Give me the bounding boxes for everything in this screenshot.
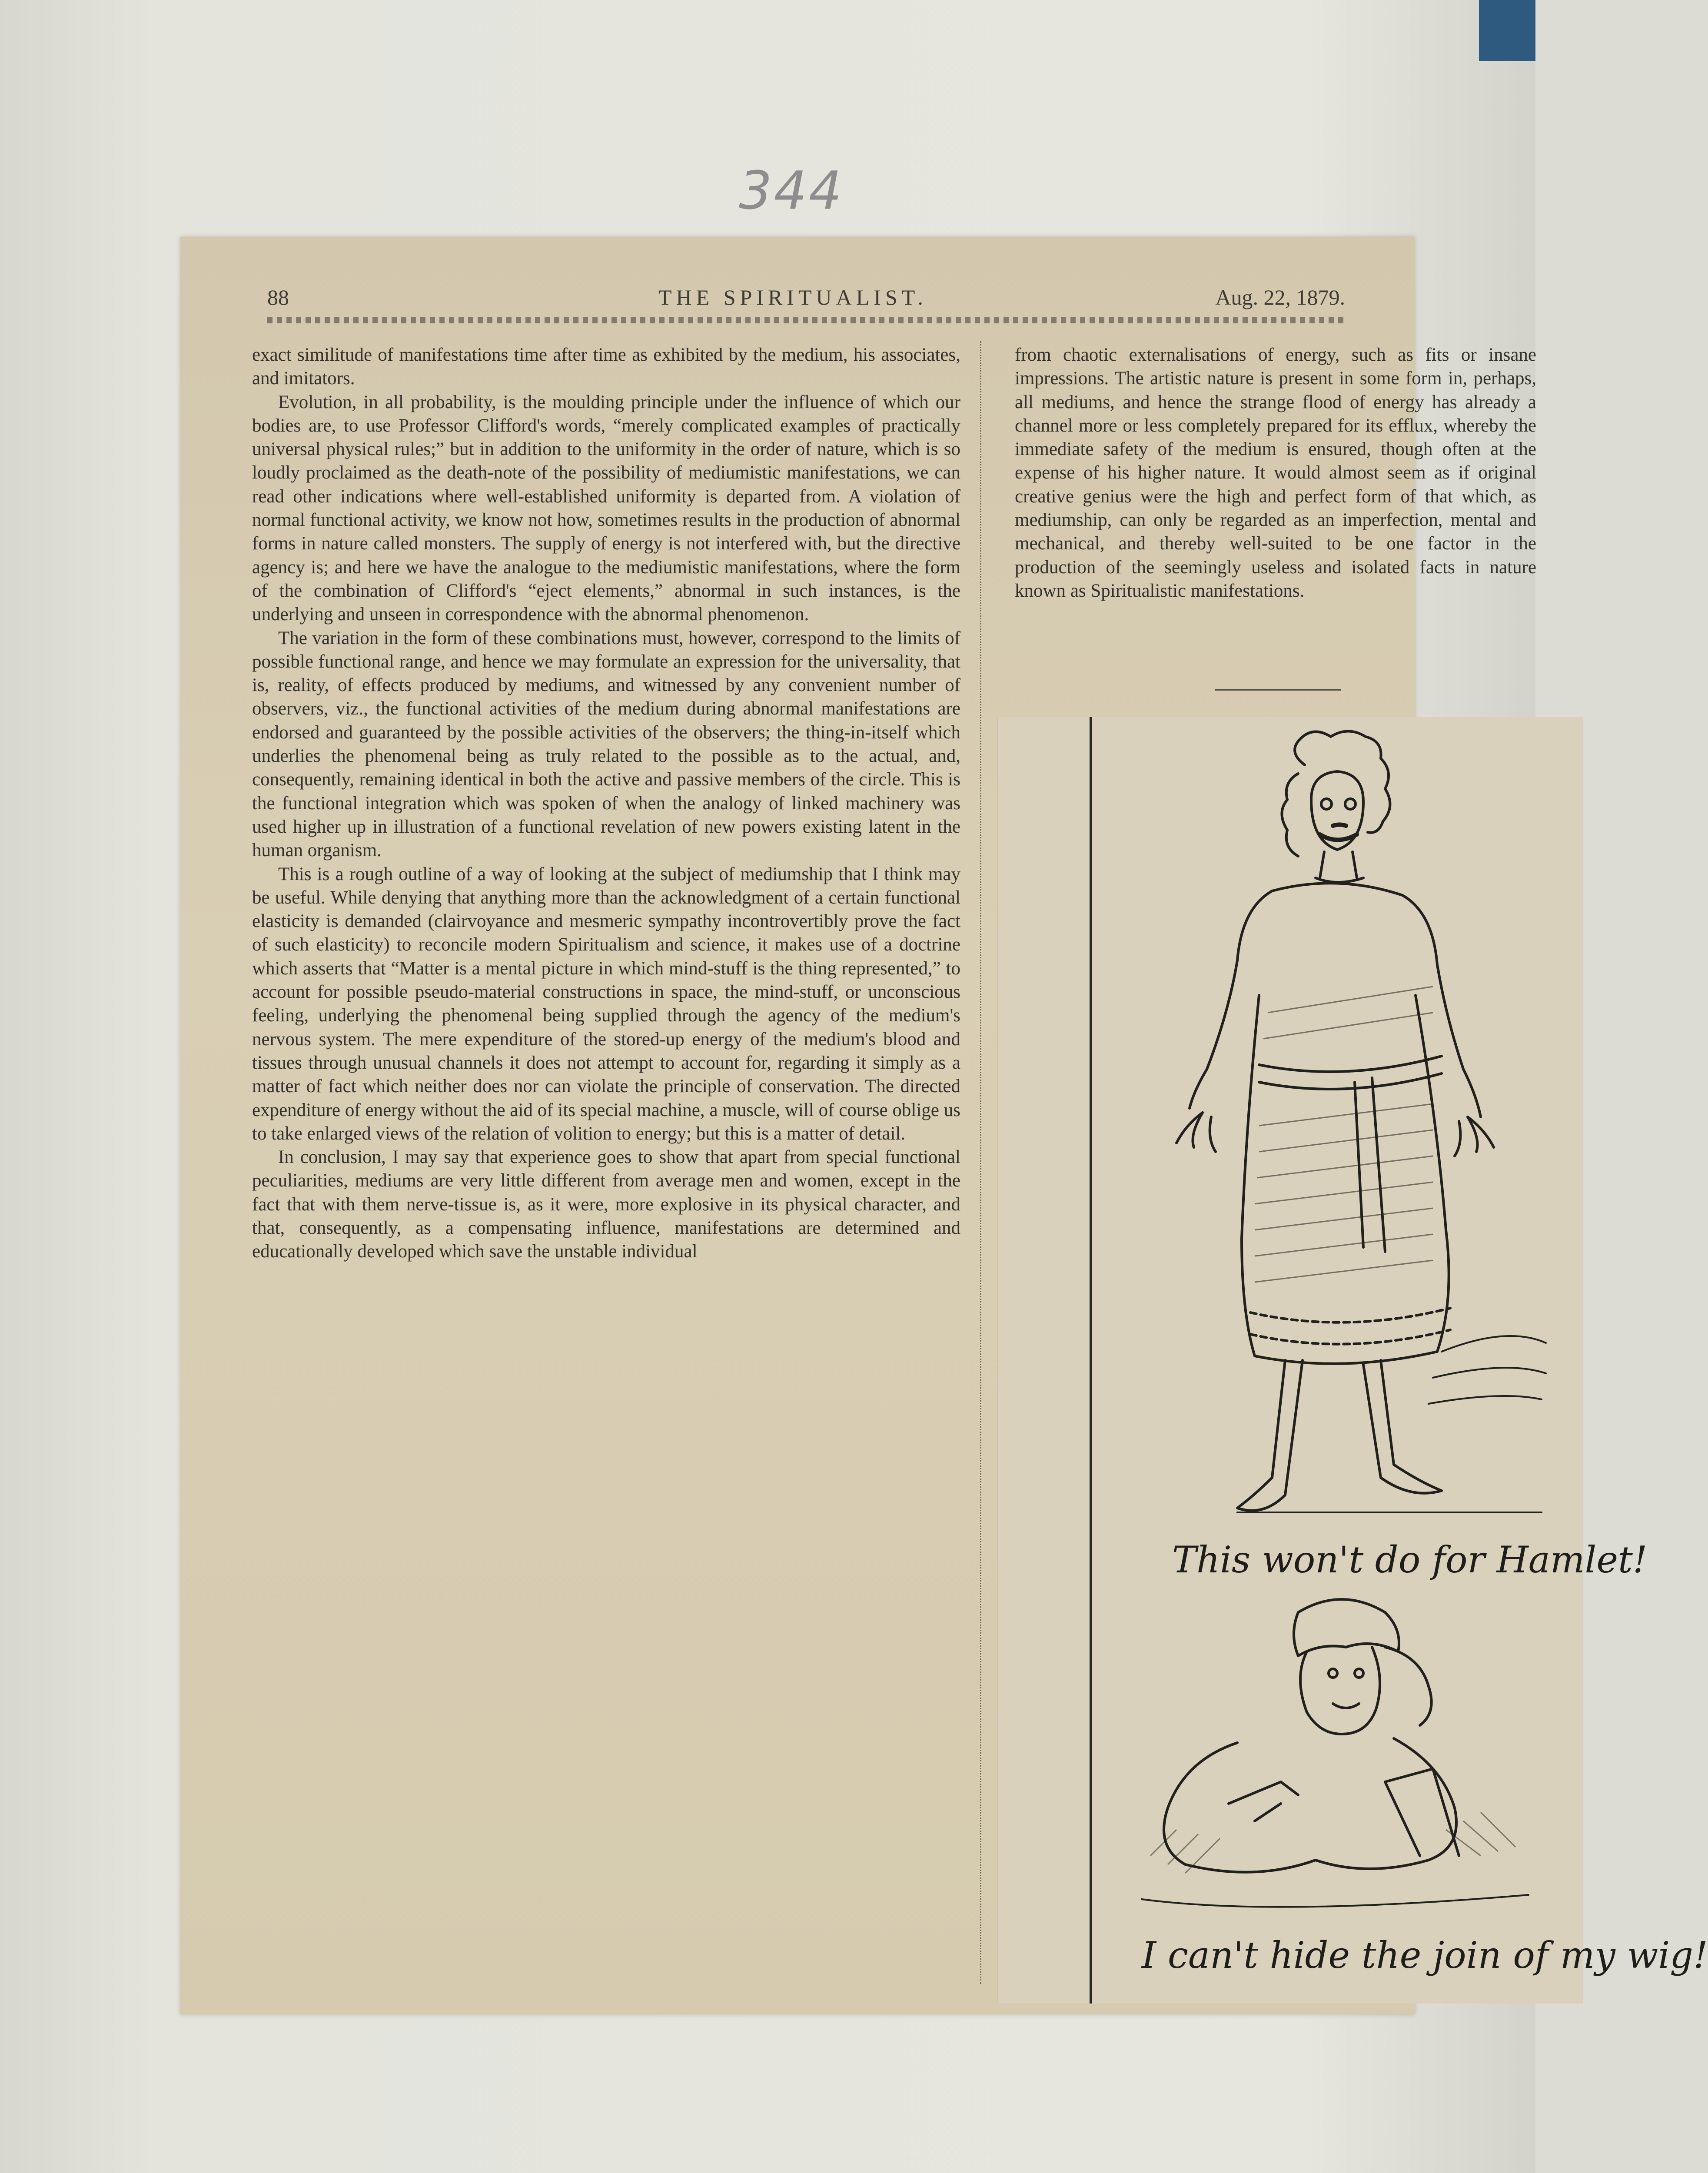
article-paragraph: The variation in the form of these combinations must, however, correspond to the limits of possible functional range, and hence we may formulate an expression for the universality, that is, reality, of effects produced by mediums, and witnessed by any convenient number of observers, viz., the functional activities of the medium during abnormal manifestations are endorsed and guaranteed by the possible activities of the observers; the thing-in-itself which underlies the phenomenal being as truly related to the possible as to the actual, and, consequently, remaining identical in both the active and passive members of the circle. This is the functional integration which was spoken of when the analogy of linked machinery was used higher up in illustration of a functional revelation of new powers existing latent in the human organism. [252,628,960,861]
newspaper-clipping [180,237,1708,2014]
masthead-date: Aug. 22, 1879. [1215,285,1345,309]
actor-wig-illustration [1116,1586,1555,1917]
article-paragraph: from chaotic externalisations of energy, such as fits or insane impressions. The artistic nature is present in some form in, perhaps, all mediums, and hence the strange flood of energy has already a channel more or less completely prepared for its efflux, whereby the immediate safety of the medium is ensured, though often at the expense of his higher nature. It would almost seem as if original creative genius were the high and perfect form of that which, as mediumship, can only be regarded as an imperfection, mental and mechanical, and thereby well-suited to be one factor in the production of the seemingly useless and isolated facts in nature known as Spiritualistic manifestations. [1015,345,1536,601]
actor-costume-illustration [1129,734,1550,1538]
article-paragraph: In conclusion, I may say that experience goes to show that apart from special functional peculiarities, mediums are very little different from average men and women, except in the fact that with them nerve-tissue is, as it were, more explosive in its physical character, and that, consequently, as a compensating influence, manifestations are determined and educationally developed which save the unstable individual [252,1147,960,1262]
article-paragraph: exact similitude of manifestations time after time as exhibited by the medium, his associates, and imitators. [252,345,960,389]
article-paragraph: Evolution, in all probability, is the moulding principle under the influence of which our bodies are, to use Professor Clifford's words, “merely complicated examples of practically universal physical rules;” but in addition to the uniformity in the order of nature, which is so loudly proclaimed as the death-note of the possibility of mediumistic manifestations, we can read other indications where well-established uniformity is departed from. A violation of normal functional activity, we know not how, sometimes results in the production of abnormal forms in nature called monsters. The supply of energy is not interfered with, but the directive agency is; and here we have the analogue to the mediumistic manifestations, where the form of the combination of Clifford's “eject elements,” abnormal in such instances, is the underlying and unseen in correspondence with the abnormal phenomenon. [252,392,960,625]
masthead-title: THE SPIRITUALIST. [658,285,928,309]
album-edge-tab [1479,0,1535,61]
cartoon-sheet [997,717,1708,2004]
pencil-page-number: 344 [739,161,844,221]
cartoon-caption-1: This won't do for Hamlet! [1172,1538,1648,1581]
masthead-page-number: 88 [267,285,289,309]
column-divider [980,341,981,1984]
masthead-rule [267,317,1345,323]
cartoon-border-line [1090,717,1092,2004]
masthead [267,285,1345,319]
cartoon-caption-2: I can't hide the join of my wig! [1142,1934,1708,1977]
article-paragraph: This is a rough outline of a way of looking at the subject of mediumship that I think may be useful. While denying that anything more than the acknowledgment of a certain functional elasticity is demanded (clairvoyance and mesmeric sympathy incontrovertibly prove the fact of such elasticity) to reconcile modern Spiritualism and science, it makes use of a doctrine which asserts that “Matter is a mental picture in which mind-stuff is the thing represented,” to account for possible pseudo-material constructions in space, the mind-stuff, or unconscious feeling, underlying the phenomenal being supplied through the agency of the medium's nervous system. The mere expenditure of the stored-up energy of the medium's blood and tissues through unusual channels it does not attempt to account for, regarding it simply as a matter of fact which neither does nor can violate the principle of conservation. The directed expenditure of energy without the aid of its special machine, a muscle, will of course oblige us to take enlarged views of the relation of volition to energy; but this is a matter of detail. [252,864,960,1144]
article-end-rule [1215,689,1341,691]
article-left-column [252,343,960,1264]
article-right-column [1015,343,1536,603]
